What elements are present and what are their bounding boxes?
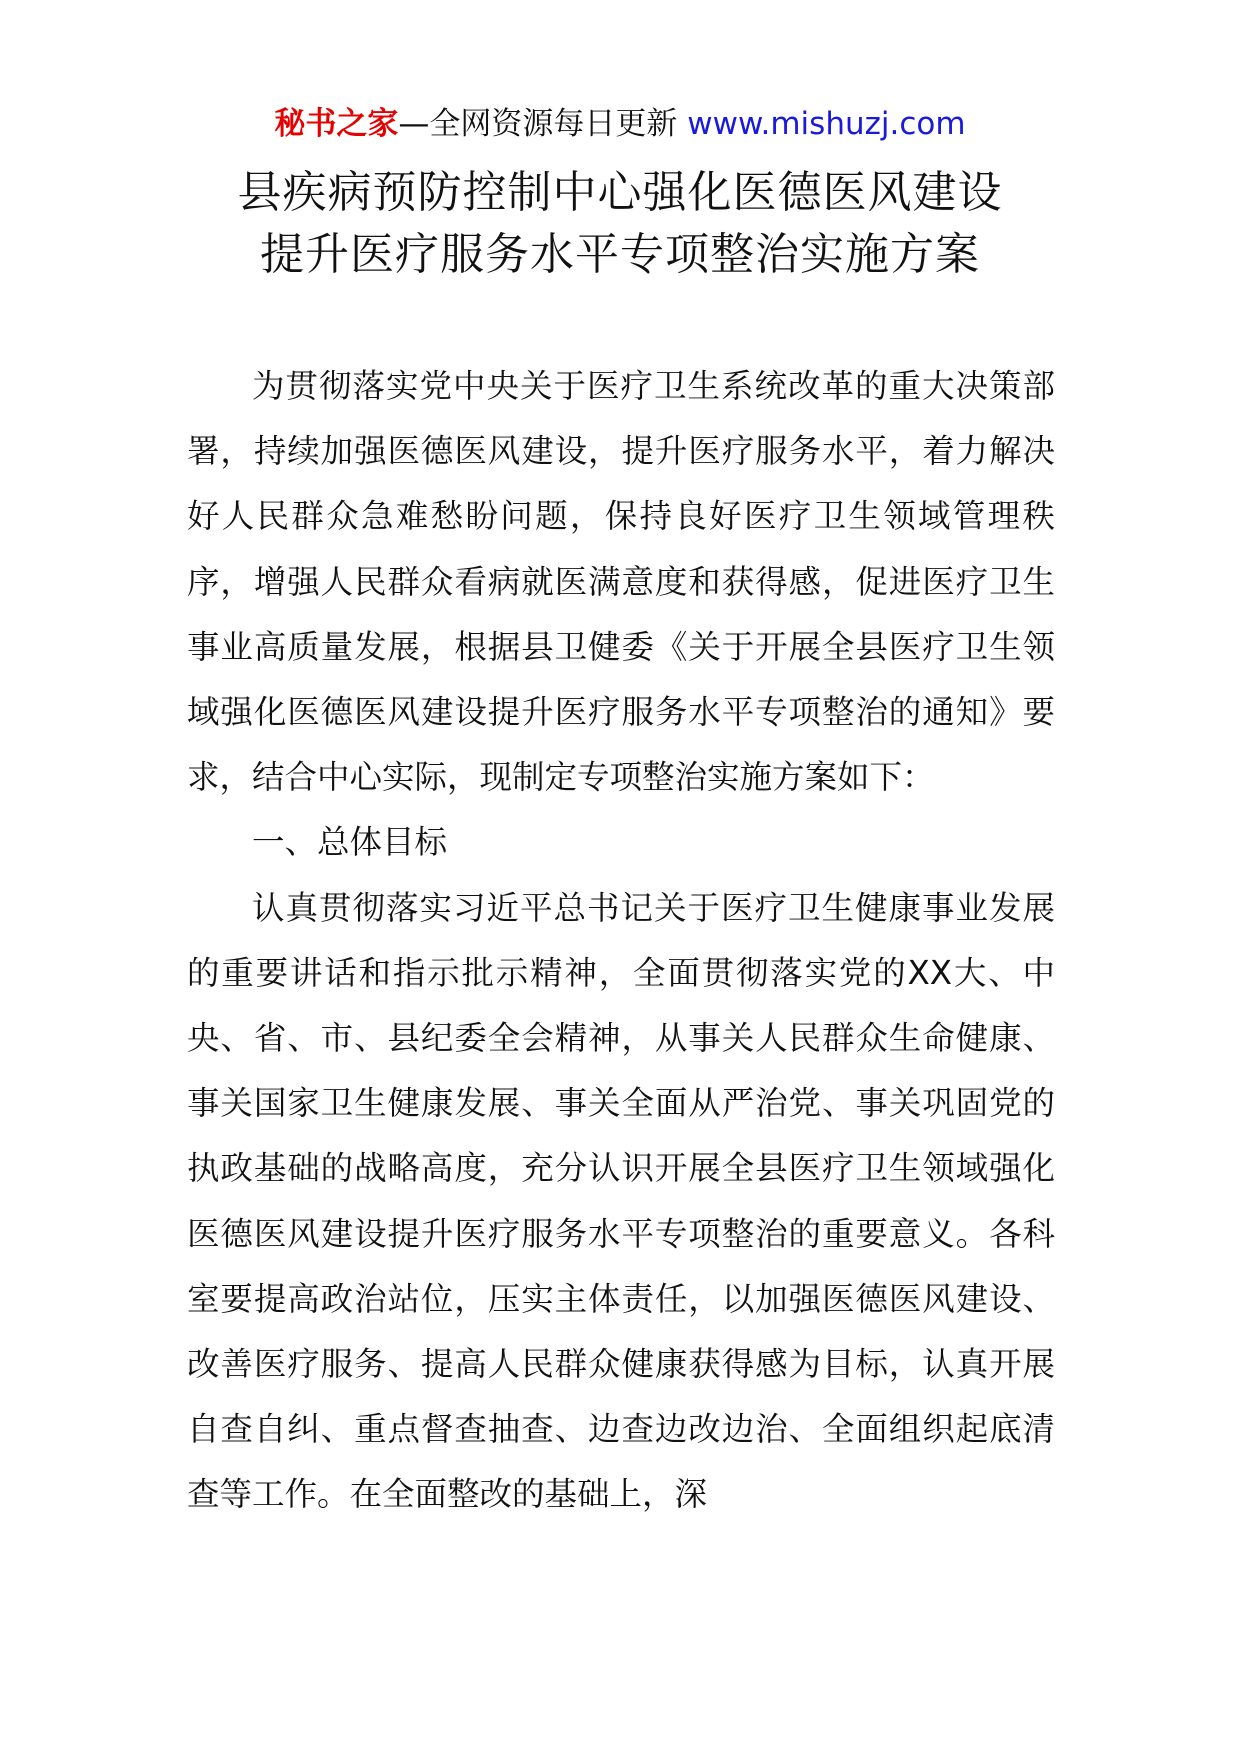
document-body — [187, 354, 1055, 1528]
site-tagline: —全网资源每日更新 — [398, 106, 678, 142]
section-paragraph: 认真贯彻落实习近平总书记关于医疗卫生健康事业发展的重要讲话和指示批示精神，全面贯彻落实党的XX大、中央、省、市、县纪委全会精神，从事关人民群众生命健康、事关国家卫生健康发展、事关全面从严治党、事关巩固党的执政基础的战略高度，充分认识开展全县医疗卫生领域强化医德医风建设提升医疗服务水平专项整治的重要意义。各科室要提高政治站位，压实主体责任，以加强医德医风建设、改善医疗服务、提高人民群众健康获得感为目标，认真开展自查自纠、重点督查抽查、边查边改边治、全面组织起底清查等工作。在全面整改的基础上，深 — [187, 888, 1055, 1514]
site-header — [0, 100, 1240, 148]
section-heading: 一、总体目标 — [252, 823, 448, 862]
site-name: 秘书之家 — [274, 106, 399, 142]
document-title — [0, 162, 1240, 286]
intro-paragraph: 为贯彻落实党中央关于医疗卫生系统改革的重大决策部署，持续加强医德医风建设，提升医疗服务水平，着力解决好人民群众急难愁盼问题，保持良好医疗卫生领域管理秩序，增强人民群众看病就医满意度和获得感，促进医疗卫生事业高质量发展，根据县卫健委《关于开展全县医疗卫生领域强化医德医风建设提升医疗服务水平专项整治的通知》要求，结合中心实际，现制定专项整治实施方案如下： — [187, 367, 1055, 797]
title-line-2: 提升医疗服务水平专项整治实施方案 — [260, 229, 980, 280]
title-line-1: 县疾病预防控制中心强化医德医风建设 — [237, 167, 1003, 218]
site-url-link[interactable]: www.mishuzj.com — [687, 106, 966, 142]
